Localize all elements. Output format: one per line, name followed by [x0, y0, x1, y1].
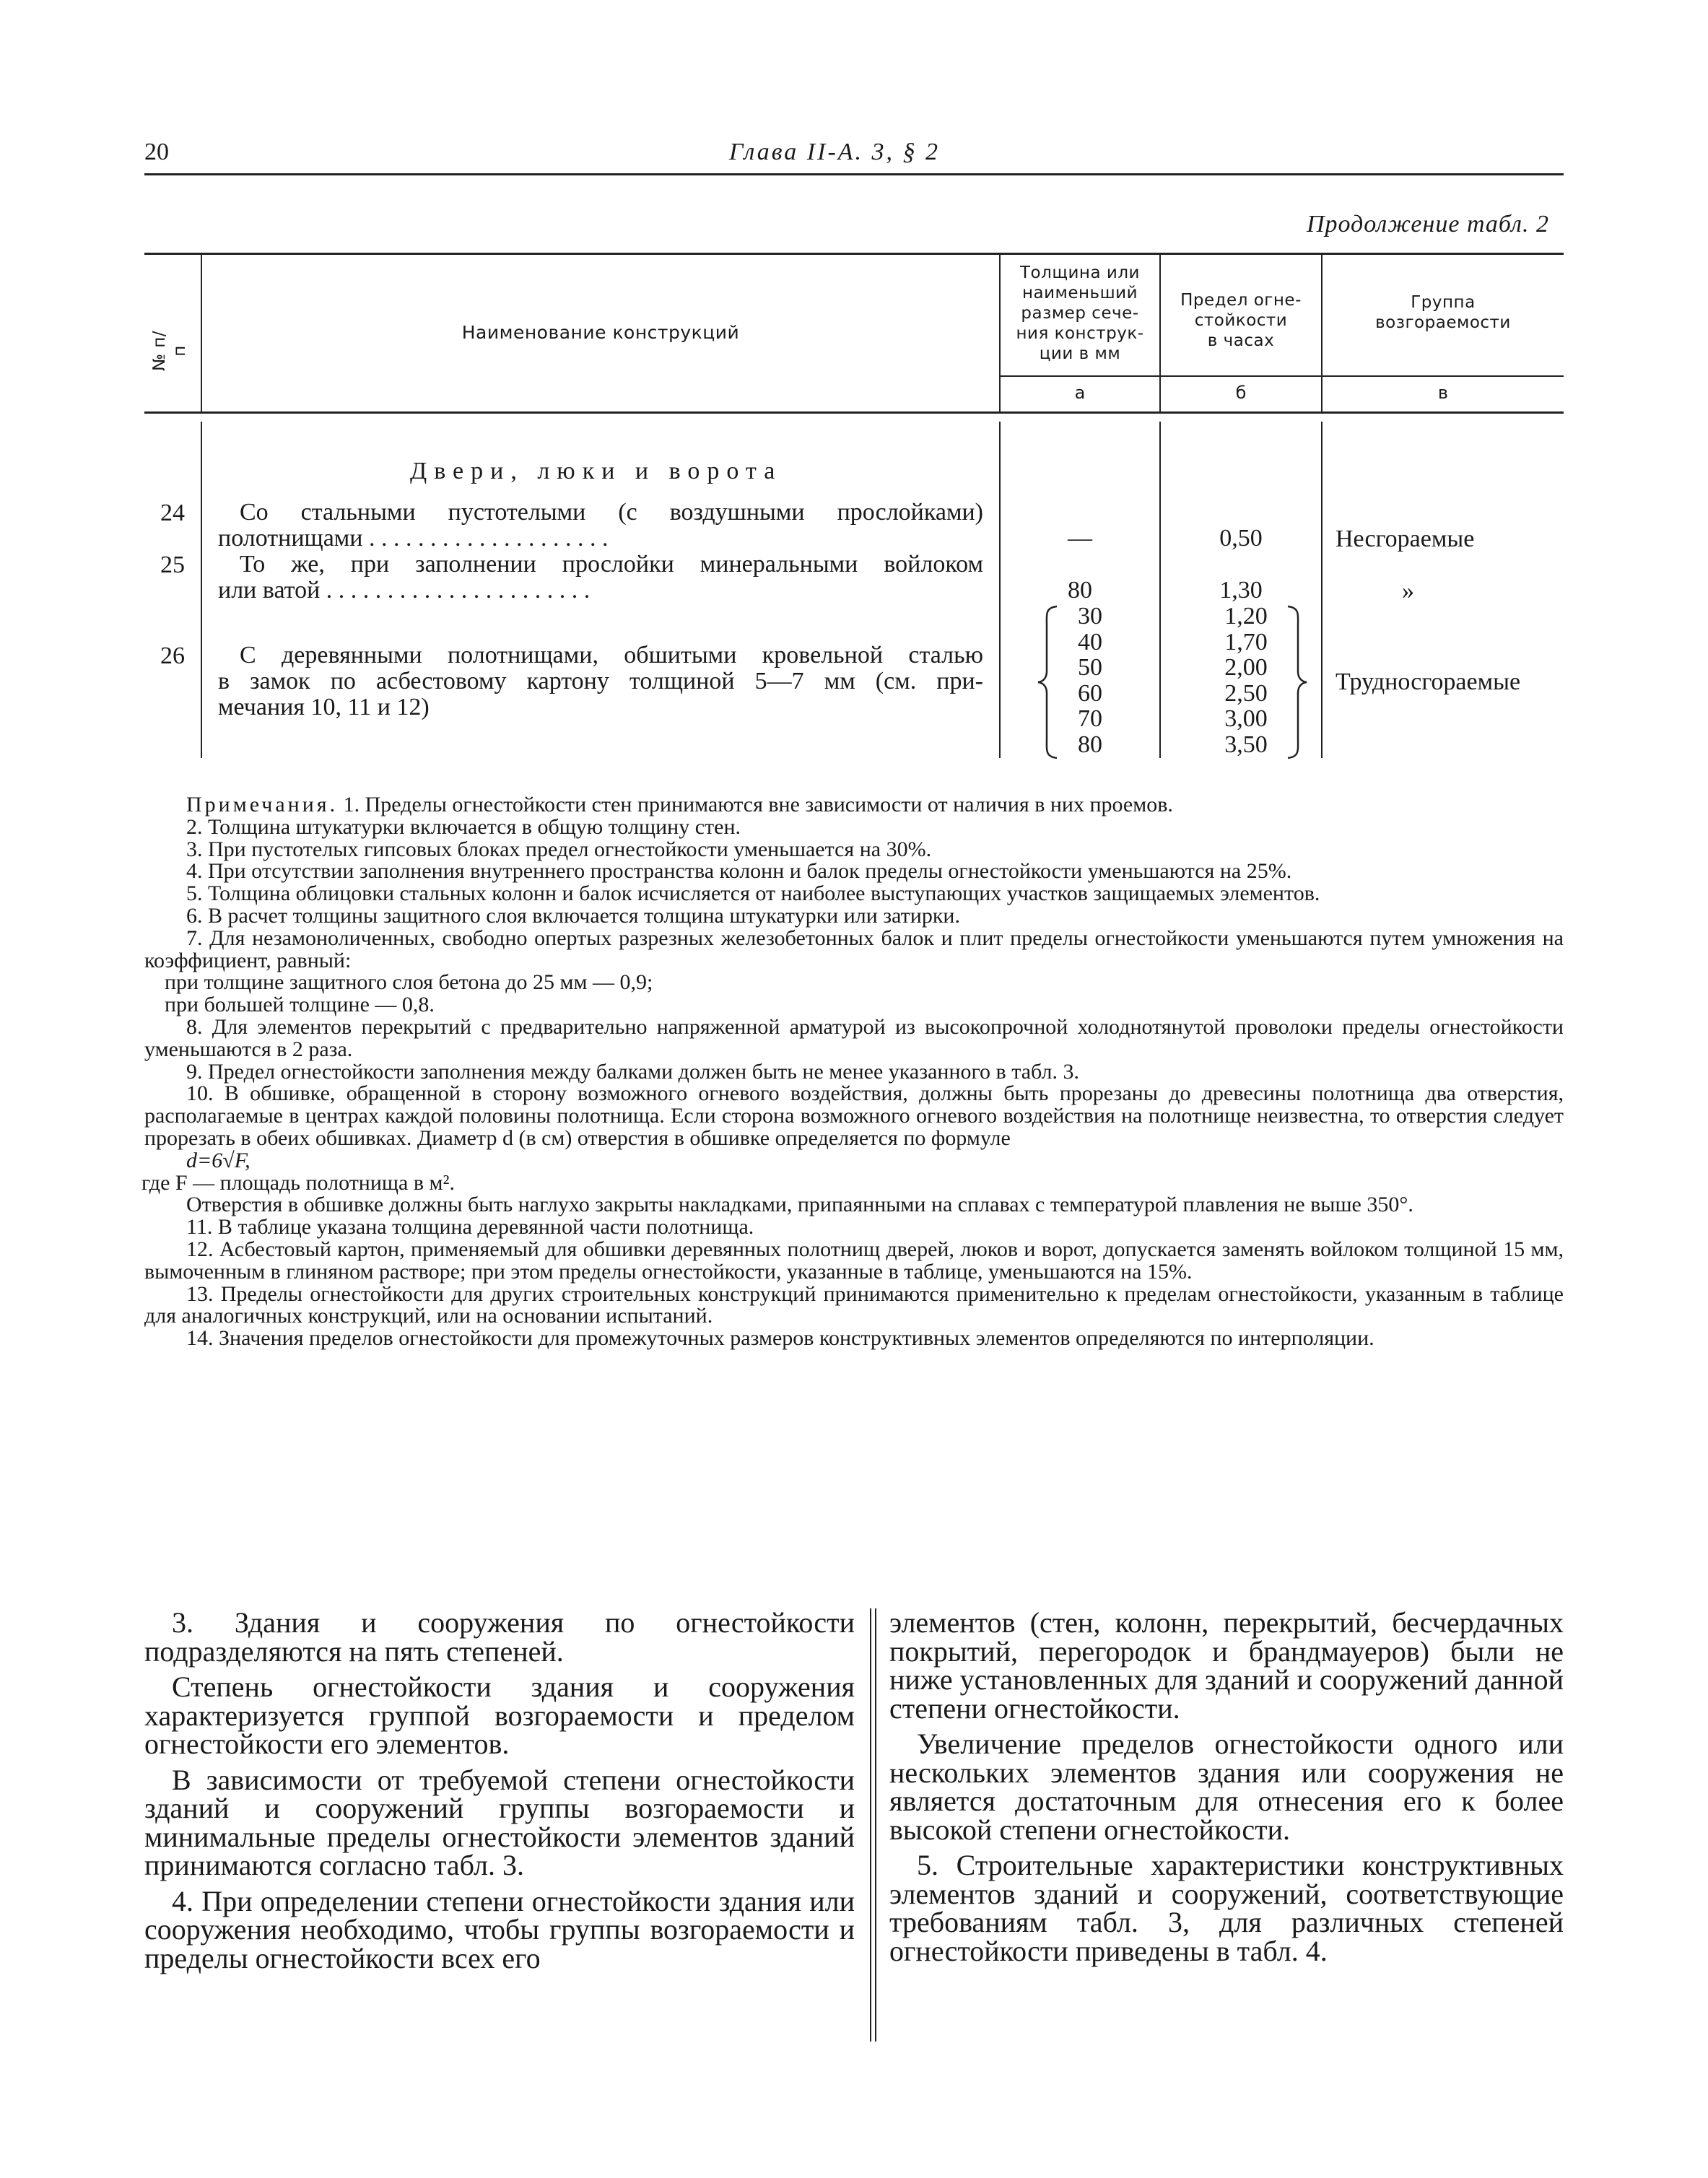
column-separator [870, 1608, 871, 2042]
limit-value: 2,00 [1224, 654, 1268, 681]
note-item [144, 794, 1564, 816]
row-number: 25 [160, 552, 185, 578]
header-line: ции в мм [1039, 344, 1121, 363]
paragraph: Степень огнестойкости здания и сооружения характеризуется группой возгораемости и пределом огнестойкости его элементов. [144, 1670, 855, 1760]
note-item: 11. В таблице указана толщина деревянной части полотнища. [186, 1215, 754, 1240]
page-number: 20 [144, 139, 169, 165]
thickness-value: 80 [1078, 731, 1102, 758]
header-bottom-rule [144, 411, 1564, 414]
limit-value: 2,50 [1224, 679, 1268, 707]
subheader-b: б [1235, 383, 1247, 403]
row-description [218, 642, 983, 720]
row-group: » [1402, 578, 1414, 604]
col-header-group [1323, 292, 1564, 333]
desc-line: полотнищами . . . . . . . . . . . . . . . . . . . . [218, 525, 609, 552]
row-thickness: — [1068, 525, 1092, 552]
subheader-c: в [1437, 383, 1449, 403]
notes-heading: Примечания. [186, 793, 339, 816]
note-text: 1. Пределы огнестойкости стен принимаются вне зависимости от наличия в них проемов. [343, 793, 1173, 816]
body-left-column [144, 1608, 855, 1979]
paragraph: Увеличение пределов огнестойкости одного или нескольких элементов здания или сооружения не является достаточным для отнесения его к более высокой степени огнестойкости. [889, 1728, 1564, 1846]
note-item: 9. Предел огнестойкости заполнения между балками должен быть не менее указанного в табл. 3. [186, 1059, 1080, 1084]
row-number: 24 [160, 500, 185, 526]
col-header-name: Наименование конструкций [461, 322, 740, 343]
row-group: Несгораемые [1336, 526, 1475, 552]
header-line: наименьший [1021, 284, 1138, 302]
note-item: Отверстия в обшивке должны быть наглухо закрыты накладками, припаянными на сплавах с температурой плавления не выше 350°. [186, 1193, 1413, 1217]
subheader-a: а [1074, 383, 1086, 403]
thickness-value: 30 [1078, 603, 1102, 630]
header-line: Группа [1411, 293, 1476, 312]
row-thickness: 80 [1068, 577, 1092, 604]
limit-value: 3,00 [1224, 705, 1268, 732]
limit-value: 3,50 [1224, 731, 1268, 758]
header-line: в часах [1207, 331, 1275, 350]
paragraph: 4. При определении степени огнестойкости здания или сооружения необходимо, чтобы группы возгораемости и пределы огнестойкости всех его [144, 1884, 855, 1974]
col-header-fire-limit [1161, 290, 1321, 351]
row-fire-limit-group [1210, 604, 1282, 757]
desc-line: То же, при заполнении прослойки минеральными войлоком [240, 551, 983, 578]
row-fire-limit: 0,50 [1219, 525, 1263, 552]
header-line: Толщина или [1020, 263, 1140, 282]
note-item: 3. При пустотелых гипсовых блоках предел огнестойкости уменьшается на 30%. [186, 837, 932, 861]
thickness-value: 60 [1078, 679, 1102, 707]
note-item: 5. Толщина облицовки стальных колонн и балок исчисляется от наиболее выступающих участков защищаемых элементов. [186, 881, 1320, 906]
note-item: 13. Пределы огнестойкости для других строительных конструкций принимаются применительно к пределам огнестойкости, указанным в таблице для аналогичных конструкций, или на основании испытаний. [144, 1281, 1564, 1328]
column-separator [875, 1608, 876, 2042]
note-item: 14. Значения пределов огнестойкости для промежуточных размеров конструктивных элементов определяются по интерполяции. [186, 1326, 1374, 1351]
note-item: 2. Толщина штукатурки включается в общую толщину стен. [186, 814, 741, 839]
right-brace-icon [1285, 605, 1310, 759]
subheader-rule [999, 375, 1564, 377]
note-item: 7. Для незамоноличенных, свободно опертых разрезных железобетонных балок и плит пределы огнестойкости уменьшаются путем умножения на коэффициент, равный: [144, 925, 1564, 972]
note-item: 12. Асбестовый картон, применяемый для обшивки деревянных полотнищ дверей, люков и ворот, допускается заменять войлоком толщиной 15 мм, вымоченным в глиняном растворе; при этом пределы огнестойкости, указанные в таблице, уменьшаются на 15%. [144, 1237, 1564, 1284]
note-item: при большей толщине — 0,8. [165, 993, 435, 1017]
paragraph: 3. Здания и сооружения по огнестойкости подразделяются на пять степеней. [144, 1606, 855, 1668]
col-divider [1321, 422, 1323, 758]
row-description [218, 551, 983, 604]
note-item: при толщине защитного слоя бетона до 25 мм — 0,9; [165, 970, 653, 995]
col-header-thickness [1001, 263, 1159, 364]
header-line: стойкости [1194, 311, 1288, 330]
notes-block [141, 793, 1564, 1351]
desc-line: С деревянными полотнищами, обшитыми кровельной сталью [240, 642, 983, 668]
formula: d=6√F, [186, 1148, 250, 1172]
table-top-rule [144, 253, 1564, 255]
header-line: Предел огне- [1180, 291, 1302, 310]
col-header-number: № п/п [150, 330, 189, 372]
header-line: возгораемости [1375, 313, 1511, 332]
row-number: 26 [160, 642, 185, 669]
row-group: Трудносгораемые [1336, 668, 1521, 695]
note-item: 10. В обшивке, обращенной в сторону возможного огневого воздействия, должны быть прорезаны до древесины полотнища два отверстия, располагаемые в центрах каждой половины полотнища. Если сторона возможного огневого воздействия на полотнище неизвестна, то отверстия следует прорезать в обеих обшивках. Диаметр d (в см) отверстия в обшивке определяется по формуле [144, 1081, 1564, 1150]
thickness-value: 70 [1078, 705, 1102, 732]
desc-line: или ватой . . . . . . . . . . . . . . . . . . . . . . [218, 577, 591, 604]
header-line: ния конструк- [1016, 324, 1144, 343]
paragraph: В зависимости от требуемой степени огнестойкости зданий и сооружений группы возгораемости и минимальные пределы огнестойкости элементов зданий принимаются согласно табл. 3. [144, 1763, 855, 1881]
row-fire-limit: 1,30 [1219, 577, 1263, 604]
row-description [218, 499, 983, 552]
section-title: Двери, люки и ворота [410, 458, 783, 484]
desc-line: Со стальными пустотелыми (с воздушными прослойками) [240, 499, 983, 526]
body-right-column [889, 1608, 1564, 1972]
note-item: 6. В расчет толщины защитного слоя включается толщина штукатурки или затирки. [186, 903, 960, 928]
chapter-heading: Глава II-А. 3, § 2 [729, 139, 941, 165]
col-divider [201, 422, 202, 758]
header-line: размер сече- [1021, 304, 1139, 323]
paragraph: 5. Строительные характеристики конструктивных элементов зданий и сооружений, соответствующие требованиям табл. 3, для различных степеней огнестойкости приведены в табл. 4. [889, 1849, 1564, 1967]
limit-value: 1,20 [1224, 603, 1268, 630]
left-brace-icon [1035, 605, 1060, 759]
note-item: 8. Для элементов перекрытий с предварительно напряженной арматурой из высокопрочной холоднотянутой проволоки пределы огнестойкости уменьшаются в 2 раза. [144, 1014, 1564, 1061]
desc-line: в замок по асбестовому картону толщиной 5—7 мм (см. при- [218, 668, 983, 694]
desc-line: мечания 10, 11 и 12) [218, 694, 430, 720]
note-item: 4. При отсутствии заполнения внутреннего пространства колонн и балок пределы огнестойкости уменьшаются на 25%. [186, 859, 1292, 884]
table-continuation-label: Продолжение табл. 2 [1306, 211, 1549, 238]
thickness-value: 40 [1078, 628, 1102, 655]
paragraph: элементов (стен, колонн, перекрытий, бесчердачных покрытий, перегородок и брандмауеров) были не ниже установленных для зданий и сооружений данной степени огнестойкости. [889, 1606, 1564, 1725]
note-item: где F — площадь полотнища в м². [141, 1170, 455, 1195]
limit-value: 1,70 [1224, 628, 1268, 655]
header-rule [144, 173, 1564, 175]
thickness-value: 50 [1078, 654, 1102, 681]
row-thickness-group [1061, 604, 1119, 757]
